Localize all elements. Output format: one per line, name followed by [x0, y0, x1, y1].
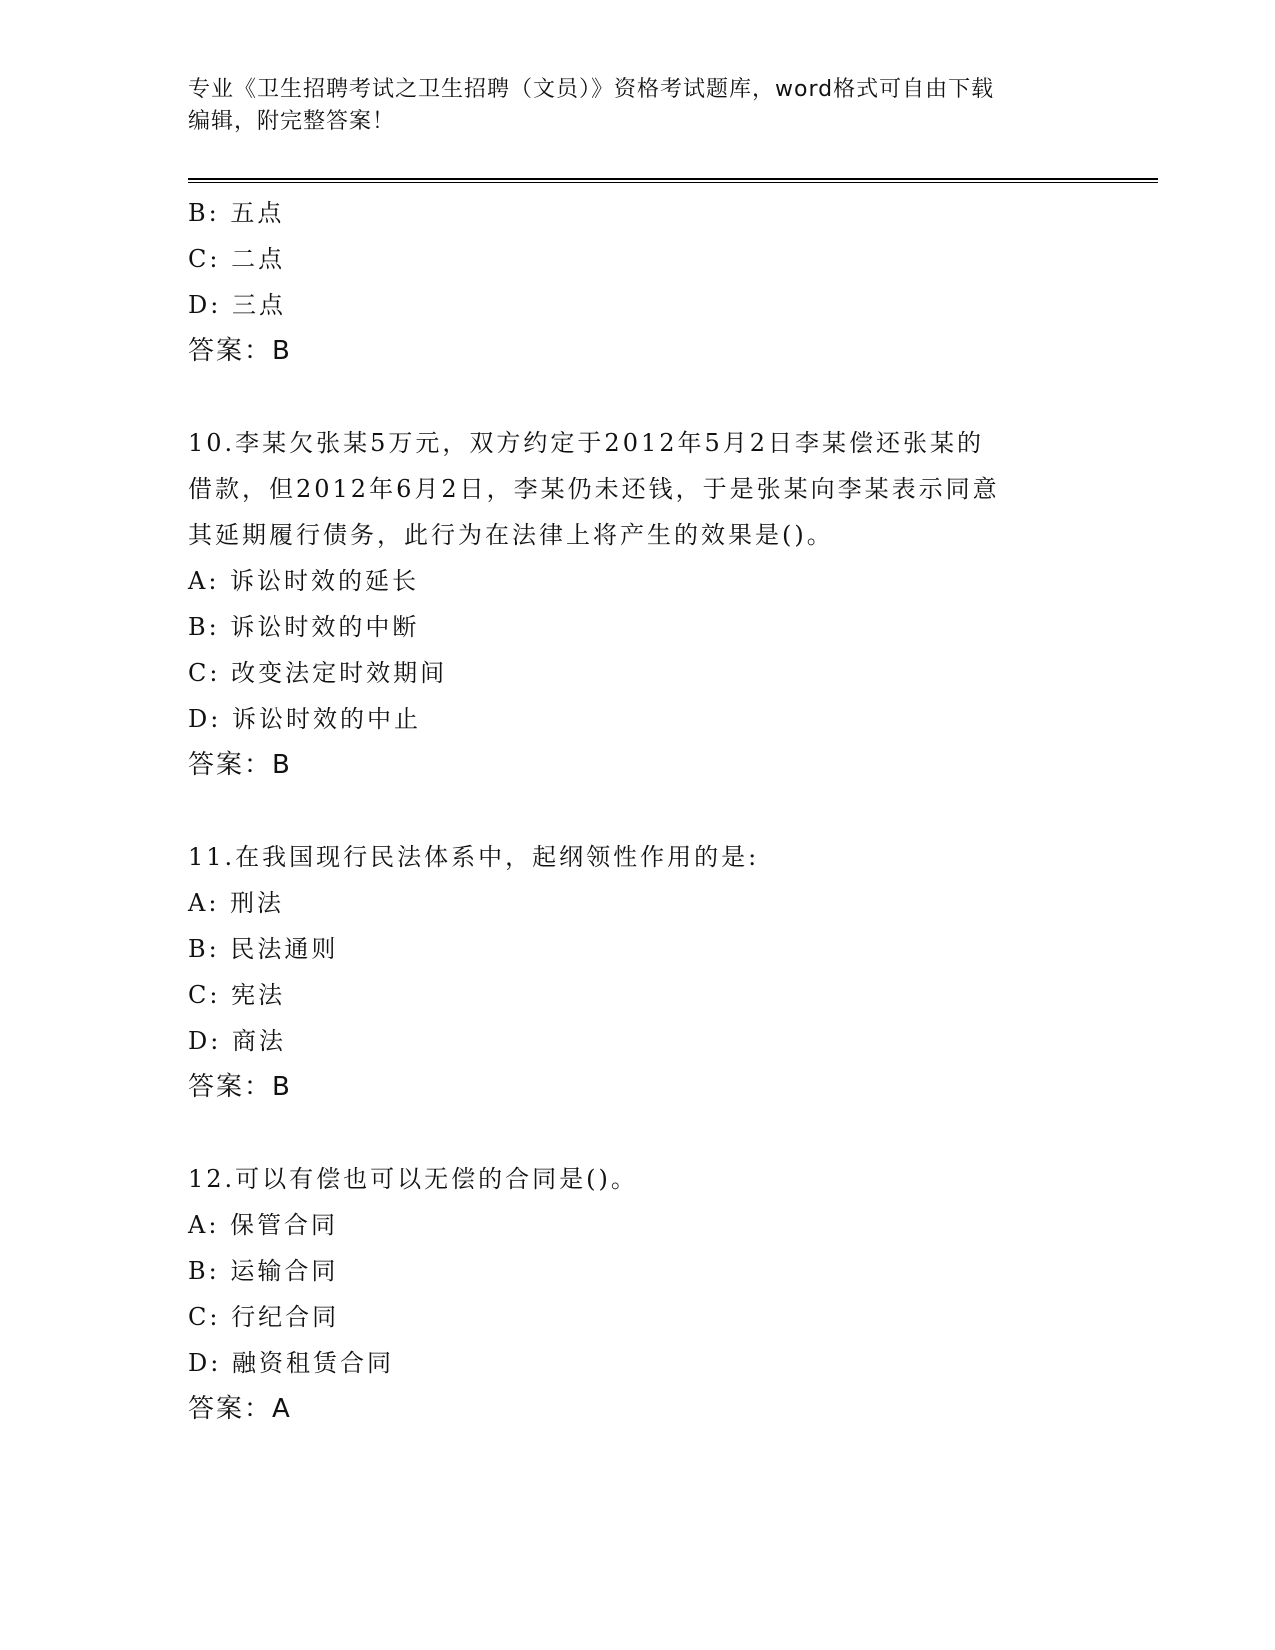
option-b: B: 运输合同 — [188, 1257, 339, 1285]
question-text-line: 11.在我国现行民法体系中，起纲领性作用的是: — [188, 843, 760, 871]
option-d: D: 融资租赁合同 — [188, 1349, 394, 1377]
question-content — [188, 190, 1088, 1432]
option-b: B: 诉讼时效的中断 — [188, 613, 420, 641]
option-a: A: 诉讼时效的延长 — [188, 567, 420, 595]
answer-line: 答案：B — [188, 336, 292, 366]
document-header — [188, 74, 1088, 138]
option-c: C: 改变法定时效期间 — [188, 659, 448, 687]
header-line-2: 编辑，附完整答案！ — [188, 109, 396, 134]
header-divider — [188, 178, 1158, 183]
question-12 — [188, 1156, 1088, 1432]
question-text-line: 12.可以有偿也可以无偿的合同是()。 — [188, 1165, 638, 1193]
question-11 — [188, 834, 1088, 1110]
answer-line: 答案：B — [188, 1072, 292, 1102]
option-d: D: 诉讼时效的中止 — [188, 705, 421, 733]
question-text-line: 其延期履行债务，此行为在法律上将产生的效果是()。 — [188, 521, 834, 549]
question-text-line: 借款，但2012年6月2日，李某仍未还钱，于是张某向李某表示同意 — [188, 475, 1000, 503]
question-text-line: 10.李某欠张某5万元，双方约定于2012年5月2日李某偿还张某的 — [188, 429, 985, 457]
answer-line: 答案：B — [188, 750, 292, 780]
previous-question — [188, 190, 1088, 374]
option-b: B: 民法通则 — [188, 935, 339, 963]
option-c: C: 宪法 — [188, 981, 286, 1009]
header-line-1: 专业《卫生招聘考试之卫生招聘（文员）》资格考试题库，word格式可自由下载 — [188, 77, 995, 102]
question-10 — [188, 420, 1088, 788]
option-d: D: 三点 — [188, 291, 286, 319]
answer-line: 答案：A — [188, 1394, 292, 1424]
option-d: D: 商法 — [188, 1027, 286, 1055]
option-c: C: 行纪合同 — [188, 1303, 340, 1331]
option-b: B: 五点 — [188, 199, 285, 227]
option-a: A: 刑法 — [188, 889, 285, 917]
option-c: C: 二点 — [188, 245, 286, 273]
option-a: A: 保管合同 — [188, 1211, 339, 1239]
